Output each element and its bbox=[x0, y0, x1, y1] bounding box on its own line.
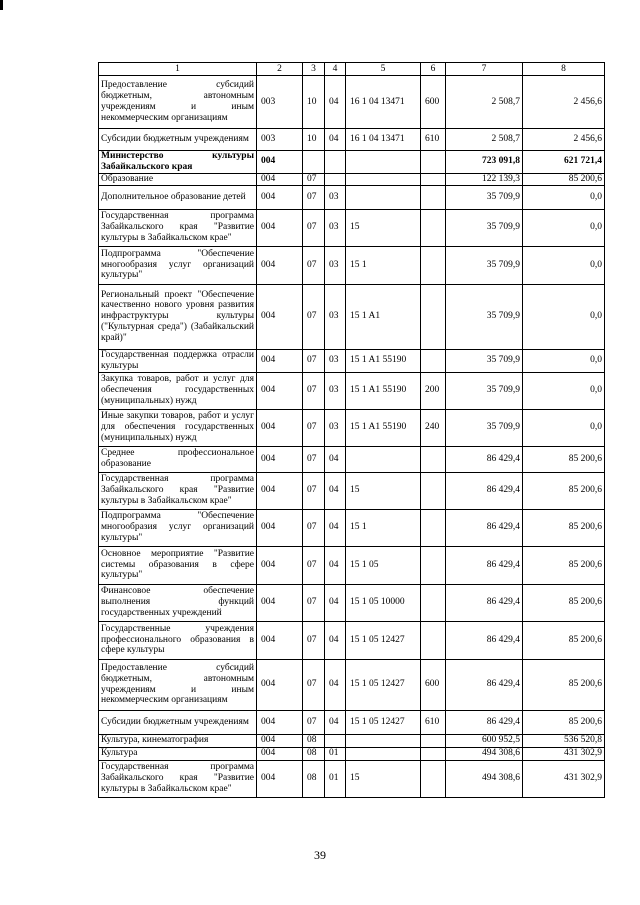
target-article-cell: 15 1 A1 55190 bbox=[346, 372, 421, 409]
amount-year1-cell: 494 308,6 bbox=[446, 760, 523, 797]
expense-type-cell bbox=[421, 349, 446, 372]
table-row bbox=[99, 760, 605, 797]
item-name-cell: Образование bbox=[99, 173, 257, 185]
subsection-code-cell: 03 bbox=[325, 209, 346, 246]
amount-year1-cell: 723 091,8 bbox=[446, 151, 523, 174]
section-code-cell: 07 bbox=[303, 209, 325, 246]
table-row bbox=[99, 284, 605, 349]
section-code-cell: 07 bbox=[303, 446, 325, 472]
budget-table bbox=[98, 62, 605, 798]
page-number: 39 bbox=[314, 848, 326, 862]
item-name-cell: Государственная программа Забайкальского края "Развитие культуры в Забайкальском крае" bbox=[99, 472, 257, 509]
expense-type-cell bbox=[421, 546, 446, 584]
table-row bbox=[99, 584, 605, 621]
subsection-code-cell: 04 bbox=[325, 621, 346, 659]
item-name-cell: Закупка товаров, работ и услуг для обеспечения государственных (муниципальных) нужд bbox=[99, 372, 257, 409]
ministry-code-cell: 004 bbox=[257, 173, 303, 185]
amount-year2-cell: 85 200,6 bbox=[523, 472, 605, 509]
subsection-code-cell: 01 bbox=[325, 747, 346, 760]
table-row bbox=[99, 76, 605, 129]
table-row bbox=[99, 409, 605, 446]
amount-year1-cell: 86 429,4 bbox=[446, 546, 523, 584]
expense-type-cell: 610 bbox=[421, 710, 446, 734]
ministry-code-cell: 004 bbox=[257, 185, 303, 209]
target-article-cell: 16 1 04 13471 bbox=[346, 76, 421, 129]
amount-year1-cell: 35 709,9 bbox=[446, 409, 523, 446]
amount-year2-cell: 85 200,6 bbox=[523, 546, 605, 584]
amount-year2-cell: 85 200,6 bbox=[523, 659, 605, 710]
table-row bbox=[99, 372, 605, 409]
table-row bbox=[99, 734, 605, 747]
target-article-cell: 15 1 05 bbox=[346, 546, 421, 584]
amount-year2-cell: 0,0 bbox=[523, 209, 605, 246]
ministry-code-cell: 004 bbox=[257, 349, 303, 372]
amount-year1-cell: 86 429,4 bbox=[446, 659, 523, 710]
section-code-cell: 08 bbox=[303, 734, 325, 747]
section-code-cell: 07 bbox=[303, 409, 325, 446]
table-row bbox=[99, 246, 605, 284]
item-name-cell: Субсидии бюджетным учреждениям bbox=[99, 129, 257, 151]
amount-year1-cell: 35 709,9 bbox=[446, 284, 523, 349]
target-article-cell bbox=[346, 734, 421, 747]
ministry-code-cell: 003 bbox=[257, 76, 303, 129]
amount-year2-cell: 85 200,6 bbox=[523, 446, 605, 472]
ministry-code-cell: 004 bbox=[257, 546, 303, 584]
ministry-code-cell: 004 bbox=[257, 747, 303, 760]
header-row bbox=[99, 63, 605, 76]
amount-year1-cell: 600 952,5 bbox=[446, 734, 523, 747]
expense-type-cell bbox=[421, 509, 446, 546]
table-row bbox=[99, 185, 605, 209]
amount-year1-cell: 86 429,4 bbox=[446, 472, 523, 509]
amount-year1-cell: 35 709,9 bbox=[446, 209, 523, 246]
expense-type-cell bbox=[421, 584, 446, 621]
target-article-cell: 16 1 04 13471 bbox=[346, 129, 421, 151]
expense-type-cell bbox=[421, 734, 446, 747]
amount-year1-cell: 86 429,4 bbox=[446, 509, 523, 546]
amount-year1-cell: 86 429,4 bbox=[446, 446, 523, 472]
expense-type-cell bbox=[421, 760, 446, 797]
header-cell: 4 bbox=[325, 63, 346, 76]
table-row bbox=[99, 446, 605, 472]
amount-year1-cell: 494 308,6 bbox=[446, 747, 523, 760]
item-name-cell: Финансовое обеспечение выполнения функций государственных учреждений bbox=[99, 584, 257, 621]
amount-year1-cell: 86 429,4 bbox=[446, 710, 523, 734]
amount-year2-cell: 85 200,6 bbox=[523, 710, 605, 734]
ministry-code-cell: 004 bbox=[257, 621, 303, 659]
item-name-cell: Предоставление субсидий бюджетным, автономным учреждениям и иным некоммерческим организациям bbox=[99, 659, 257, 710]
ministry-code-cell: 004 bbox=[257, 151, 303, 174]
ministry-code-cell: 004 bbox=[257, 760, 303, 797]
subsection-code-cell: 04 bbox=[325, 546, 346, 584]
ministry-code-cell: 004 bbox=[257, 509, 303, 546]
amount-year2-cell: 85 200,6 bbox=[523, 509, 605, 546]
ministry-code-cell: 004 bbox=[257, 209, 303, 246]
subsection-code-cell: 04 bbox=[325, 509, 346, 546]
table-row bbox=[99, 129, 605, 151]
item-name-cell: Культура bbox=[99, 747, 257, 760]
subsection-code-cell: 04 bbox=[325, 446, 346, 472]
section-code-cell: 08 bbox=[303, 760, 325, 797]
amount-year1-cell: 35 709,9 bbox=[446, 349, 523, 372]
subsection-code-cell bbox=[325, 734, 346, 747]
target-article-cell: 15 1 bbox=[346, 509, 421, 546]
header-cell: 3 bbox=[303, 63, 325, 76]
expense-type-cell: 240 bbox=[421, 409, 446, 446]
amount-year1-cell: 35 709,9 bbox=[446, 246, 523, 284]
table-row bbox=[99, 747, 605, 760]
amount-year2-cell: 2 456,6 bbox=[523, 129, 605, 151]
subsection-code-cell: 03 bbox=[325, 409, 346, 446]
table-row bbox=[99, 659, 605, 710]
expense-type-cell: 600 bbox=[421, 76, 446, 129]
amount-year2-cell: 2 456,6 bbox=[523, 76, 605, 129]
ministry-code-cell: 004 bbox=[257, 372, 303, 409]
item-name-cell: Предоставление субсидий бюджетным, автономным учреждениям и иным некоммерческим организациям bbox=[99, 76, 257, 129]
section-code-cell: 08 bbox=[303, 747, 325, 760]
subsection-code-cell: 03 bbox=[325, 372, 346, 409]
expense-type-cell bbox=[421, 173, 446, 185]
amount-year2-cell: 431 302,9 bbox=[523, 747, 605, 760]
item-name-cell: Культура, кинематография bbox=[99, 734, 257, 747]
expense-type-cell: 600 bbox=[421, 659, 446, 710]
amount-year2-cell: 0,0 bbox=[523, 349, 605, 372]
ministry-code-cell: 004 bbox=[257, 409, 303, 446]
subsection-code-cell: 03 bbox=[325, 349, 346, 372]
section-code-cell: 07 bbox=[303, 372, 325, 409]
expense-type-cell bbox=[421, 246, 446, 284]
table-body bbox=[99, 76, 605, 798]
item-name-cell: Министерство культуры Забайкальского края bbox=[99, 151, 257, 174]
amount-year1-cell: 35 709,9 bbox=[446, 185, 523, 209]
section-code-cell: 07 bbox=[303, 659, 325, 710]
section-code-cell: 10 bbox=[303, 129, 325, 151]
subsection-code-cell: 03 bbox=[325, 284, 346, 349]
subsection-code-cell: 03 bbox=[325, 246, 346, 284]
target-article-cell: 15 bbox=[346, 472, 421, 509]
expense-type-cell bbox=[421, 446, 446, 472]
subsection-code-cell: 03 bbox=[325, 185, 346, 209]
section-code-cell: 07 bbox=[303, 472, 325, 509]
amount-year2-cell: 536 520,8 bbox=[523, 734, 605, 747]
target-article-cell: 15 1 A1 bbox=[346, 284, 421, 349]
amount-year1-cell: 2 508,7 bbox=[446, 76, 523, 129]
expense-type-cell bbox=[421, 472, 446, 509]
expense-type-cell bbox=[421, 151, 446, 174]
ministry-code-cell: 004 bbox=[257, 246, 303, 284]
amount-year1-cell: 35 709,9 bbox=[446, 372, 523, 409]
section-code-cell: 07 bbox=[303, 621, 325, 659]
expense-type-cell bbox=[421, 621, 446, 659]
ministry-code-cell: 004 bbox=[257, 446, 303, 472]
subsection-code-cell bbox=[325, 151, 346, 174]
section-code-cell: 07 bbox=[303, 546, 325, 584]
table-row bbox=[99, 509, 605, 546]
section-code-cell: 07 bbox=[303, 710, 325, 734]
target-article-cell: 15 1 A1 55190 bbox=[346, 349, 421, 372]
amount-year2-cell: 85 200,6 bbox=[523, 173, 605, 185]
item-name-cell: Государственная программа Забайкальского края "Развитие культуры в Забайкальском крае" bbox=[99, 760, 257, 797]
expense-type-cell bbox=[421, 284, 446, 349]
table-row bbox=[99, 472, 605, 509]
expense-type-cell bbox=[421, 209, 446, 246]
target-article-cell bbox=[346, 446, 421, 472]
item-name-cell: Иные закупки товаров, работ и услуг для обеспечения государственных (муниципальных) нужд bbox=[99, 409, 257, 446]
header-cell: 7 bbox=[446, 63, 523, 76]
ministry-code-cell: 004 bbox=[257, 659, 303, 710]
item-name-cell: Подпрограмма "Обеспечение многообразия услуг организаций культуры" bbox=[99, 246, 257, 284]
section-code-cell: 07 bbox=[303, 509, 325, 546]
target-article-cell: 15 1 A1 55190 bbox=[346, 409, 421, 446]
target-article-cell: 15 bbox=[346, 209, 421, 246]
subsection-code-cell: 04 bbox=[325, 129, 346, 151]
amount-year2-cell: 0,0 bbox=[523, 372, 605, 409]
subsection-code-cell bbox=[325, 173, 346, 185]
subsection-code-cell: 04 bbox=[325, 76, 346, 129]
subsection-code-cell: 04 bbox=[325, 659, 346, 710]
ministry-code-cell: 004 bbox=[257, 472, 303, 509]
ministry-code-cell: 004 bbox=[257, 584, 303, 621]
section-code-cell: 07 bbox=[303, 584, 325, 621]
header-cell: 8 bbox=[523, 63, 605, 76]
target-article-cell: 15 bbox=[346, 760, 421, 797]
header-cell: 6 bbox=[421, 63, 446, 76]
table-row bbox=[99, 621, 605, 659]
amount-year1-cell: 86 429,4 bbox=[446, 584, 523, 621]
expense-type-cell: 610 bbox=[421, 129, 446, 151]
section-code-cell: 07 bbox=[303, 246, 325, 284]
target-article-cell: 15 1 05 12427 bbox=[346, 621, 421, 659]
target-article-cell: 15 1 05 12427 bbox=[346, 710, 421, 734]
expense-type-cell bbox=[421, 747, 446, 760]
target-article-cell: 15 1 05 12427 bbox=[346, 659, 421, 710]
header-cell: 2 bbox=[257, 63, 303, 76]
item-name-cell: Подпрограмма "Обеспечение многообразия услуг организаций культуры" bbox=[99, 509, 257, 546]
amount-year2-cell: 85 200,6 bbox=[523, 584, 605, 621]
amount-year2-cell: 85 200,6 bbox=[523, 621, 605, 659]
subsection-code-cell: 01 bbox=[325, 760, 346, 797]
target-article-cell bbox=[346, 747, 421, 760]
item-name-cell: Региональный проект "Обеспечение качественно нового уровня развития инфраструктуры культуры ("Культурная среда") (Забайкальский край)" bbox=[99, 284, 257, 349]
amount-year1-cell: 2 508,7 bbox=[446, 129, 523, 151]
section-code-cell bbox=[303, 151, 325, 174]
amount-year2-cell: 0,0 bbox=[523, 246, 605, 284]
subsection-code-cell: 04 bbox=[325, 584, 346, 621]
table-row bbox=[99, 209, 605, 246]
section-code-cell: 10 bbox=[303, 76, 325, 129]
item-name-cell: Основное мероприятие "Развитие системы образования в сфере культуры" bbox=[99, 546, 257, 584]
header-cell: 1 bbox=[99, 63, 257, 76]
item-name-cell: Субсидии бюджетным учреждениям bbox=[99, 710, 257, 734]
amount-year2-cell: 431 302,9 bbox=[523, 760, 605, 797]
subsection-code-cell: 04 bbox=[325, 710, 346, 734]
target-article-cell bbox=[346, 173, 421, 185]
section-code-cell: 07 bbox=[303, 185, 325, 209]
target-article-cell bbox=[346, 151, 421, 174]
ministry-code-cell: 004 bbox=[257, 284, 303, 349]
ministry-code-cell: 004 bbox=[257, 710, 303, 734]
table-row bbox=[99, 546, 605, 584]
item-name-cell: Государственная программа Забайкальского края "Развитие культуры в Забайкальском крае" bbox=[99, 209, 257, 246]
target-article-cell: 15 1 bbox=[346, 246, 421, 284]
item-name-cell: Дополнительное образование детей bbox=[99, 185, 257, 209]
item-name-cell: Среднее профессиональное образование bbox=[99, 446, 257, 472]
section-code-cell: 07 bbox=[303, 284, 325, 349]
target-article-cell bbox=[346, 185, 421, 209]
table-row bbox=[99, 710, 605, 734]
amount-year1-cell: 122 139,3 bbox=[446, 173, 523, 185]
ministry-code-cell: 003 bbox=[257, 129, 303, 151]
amount-year2-cell: 0,0 bbox=[523, 284, 605, 349]
scan-edge-mark bbox=[0, 0, 3, 10]
section-code-cell: 07 bbox=[303, 173, 325, 185]
item-name-cell: Государственные учреждения профессионального образования в сфере культуры bbox=[99, 621, 257, 659]
expense-type-cell: 200 bbox=[421, 372, 446, 409]
table-row bbox=[99, 349, 605, 372]
ministry-code-cell: 004 bbox=[257, 734, 303, 747]
amount-year1-cell: 86 429,4 bbox=[446, 621, 523, 659]
table-row bbox=[99, 151, 605, 174]
subsection-code-cell: 04 bbox=[325, 472, 346, 509]
table-row bbox=[99, 173, 605, 185]
target-article-cell: 15 1 05 10000 bbox=[346, 584, 421, 621]
amount-year2-cell: 0,0 bbox=[523, 409, 605, 446]
amount-year2-cell: 0,0 bbox=[523, 185, 605, 209]
section-code-cell: 07 bbox=[303, 349, 325, 372]
item-name-cell: Государственная поддержка отрасли культуры bbox=[99, 349, 257, 372]
header-cell: 5 bbox=[346, 63, 421, 76]
expense-type-cell bbox=[421, 185, 446, 209]
amount-year2-cell: 621 721,4 bbox=[523, 151, 605, 174]
